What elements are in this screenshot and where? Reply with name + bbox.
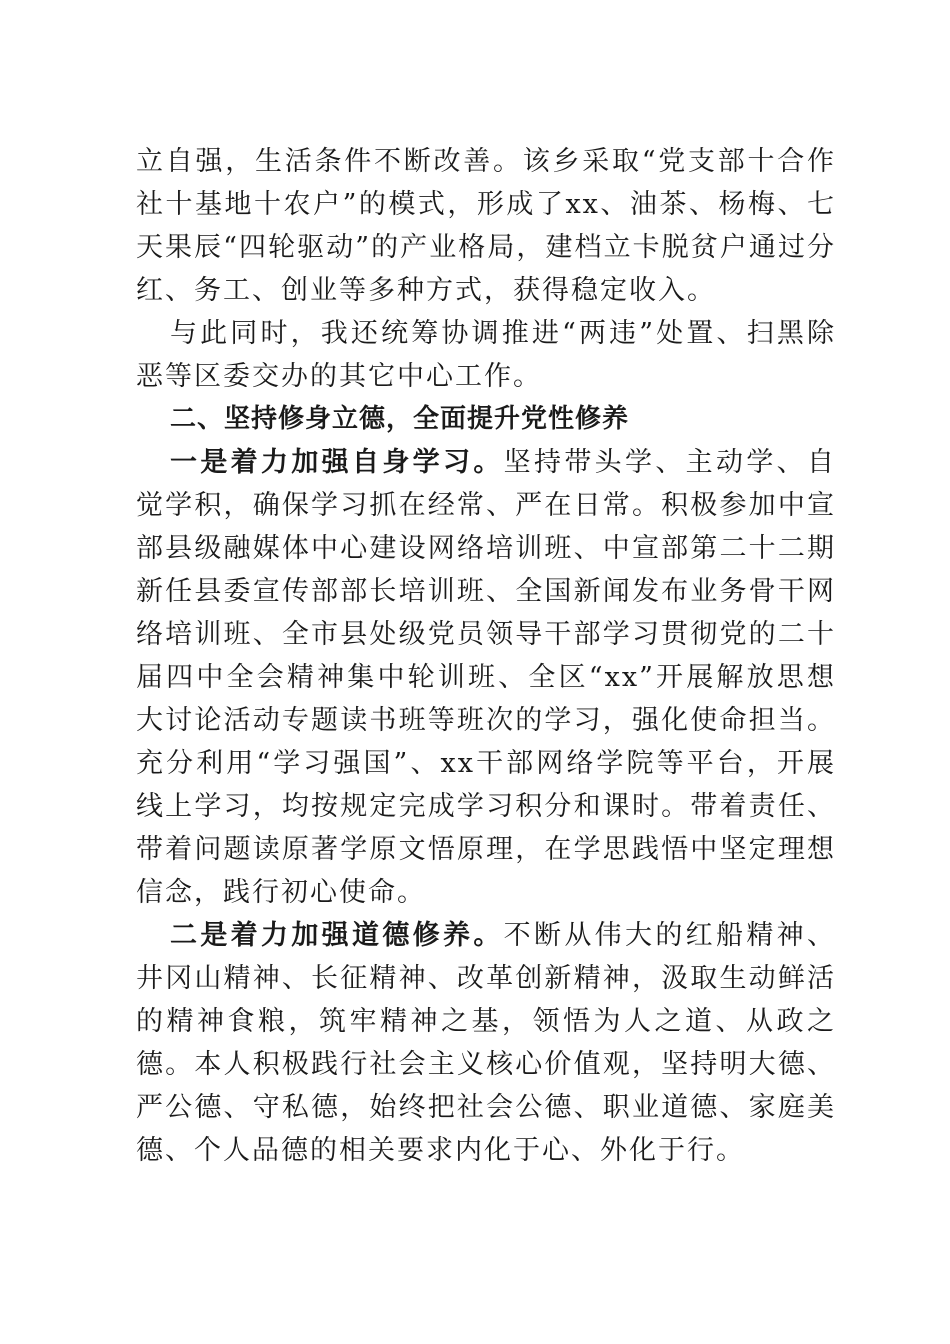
section-heading: 二、坚持修身立德，全面提升党性修养 xyxy=(170,404,630,434)
paragraph-morality-body: 不断从伟大的红船精神、井冈山精神、长征精神、改革创新精神，汲取生动鲜活的精神食粮，筑牢精神之基，领悟为人之道、从政之德。本人积极践行社会主义核心价值观，坚持明大德、严公德、守私德，始终把社会公德、职业道德、家庭美德、个人品德的相关要求内化于心、外化于行。 xyxy=(136,920,837,1166)
paragraph-morality xyxy=(136,914,836,1172)
paragraph-study-lead: 一是着力加强自身学习。 xyxy=(170,447,504,478)
paragraph-2: 与此同时，我还统筹协调推进“两违”处置、扫黑除恶等区委交办的其它中心工作。 xyxy=(136,318,836,392)
paragraph-study xyxy=(136,441,836,914)
paragraph-study-body: 坚持带头学、主动学、自觉学积，确保学习抓在经常、严在日常。积极参加中宣部县级融媒体中心建设网络培训班、中宣部第二十二期新任县委宣传部部长培训班、全国新闻发布业务骨干网络培训班、全市县处级党员领导干部学习贯彻党的二十届四中全会精神集中轮训班、全区“xx”开展解放思想大讨论活动专题读书班等班次的学习，强化使命担当。充分利用“学习强国”、xx干部网络学院等平台，开展线上学习，均按规定完成学习积分和课时。带着责任、带着问题读原著学原文悟原理，在学思践悟中坚定理想信念，践行初心使命。 xyxy=(136,447,837,908)
paragraph-morality-lead: 二是着力加强道德修养。 xyxy=(170,920,504,951)
paragraph-1: 立自强，生活条件不断改善。该乡采取“党支部十合作社十基地十农户”的模式，形成了xx、油茶、杨梅、七天果辰“四轮驱动”的产业格局，建档立卡脱贫户通过分红、务工、创业等多种方式，获得稳定收入。 xyxy=(136,146,836,306)
document-body xyxy=(136,140,836,1172)
